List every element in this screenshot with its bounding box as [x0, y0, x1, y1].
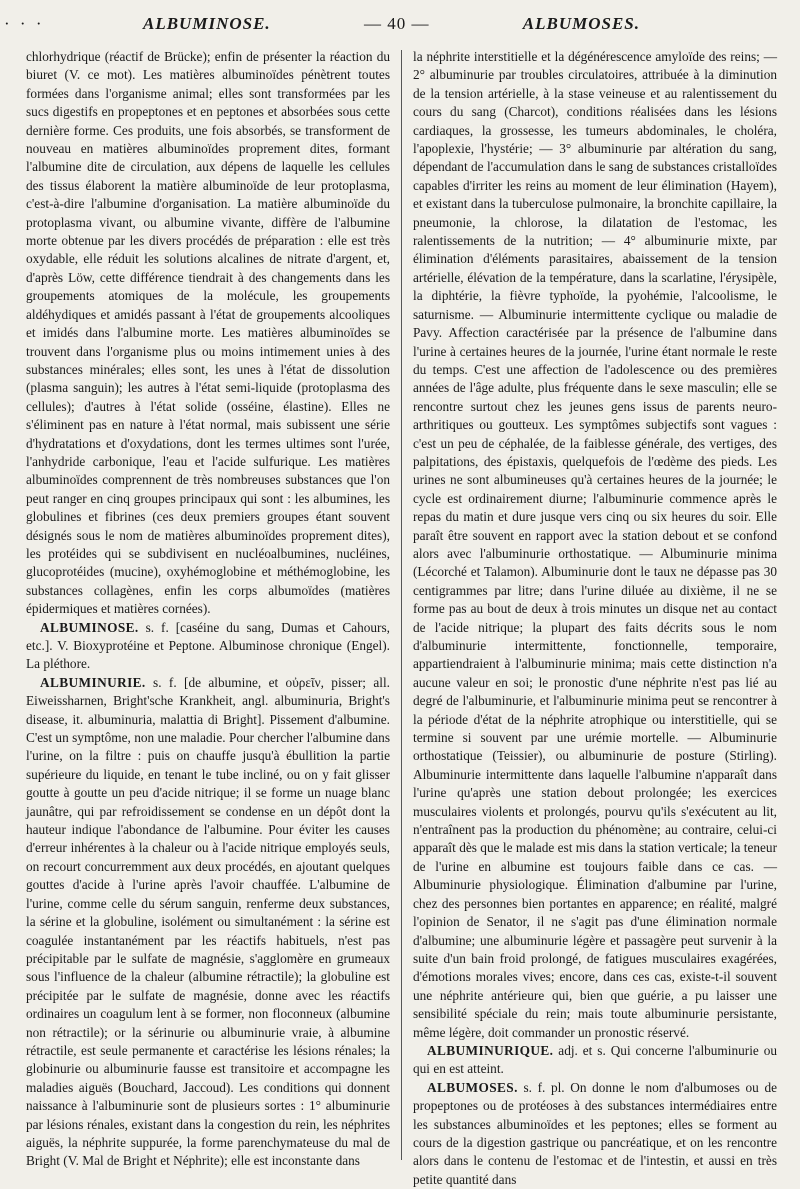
entry-body-albuminurique: adj. et s. Qui concerne l'albuminurie ou qui en est atteint.: [413, 1042, 777, 1077]
entry-albuminurie: [26, 674, 390, 1171]
entry-albumoses: [413, 1079, 777, 1189]
entry-albuminose: [26, 619, 390, 674]
page-number: — 40 —: [364, 14, 430, 33]
headword-albuminose: ALBUMINOSE.: [40, 619, 139, 635]
entry-body-albuminurie: s. f. [de albumine, et οὐρεῖν, pisser; all. Eiweissharnen, Bright'sche Krankheit, angl. albuminuria, Bright's disease, it. albuminuria, malattia di Bright]. Pissement d'albumine. C'est un symptôme, non une maladie. Pour chercher l'albumine dans l'urine, on la filtre : puis on chauffe jusqu'à ébullition la partie supérieure du liquide, en tenant le tube incliné, ou on y fait glisser goutte à goutte un peu d'acide nitrique; il se forme un nuage blanc jaunâtre, qui par refroidissement se condense en un dépôt dont la hauteur indique l'abondance de l'albumine. Pour éviter les causes d'erreur inhérentes à la chaleur ou à l'acide nitrique employés seuls, on recourt concurremment aux deux procédés, en ajoutant quelques gouttes d'acide à l'urine après l'avoir chauffée. L'albumine de l'urine, comme celle du sérum sanguin, renferme deux substances, la sérine et la globuline, isolément ou simultanément : la sérine est coagulée instantanément par les réactifs habituels, n'est pas précipitable par le sulfate de magnésie, s'agglomère en grumeaux sous l'influence de la chaleur (albumine rétractile); la globuline est précipitée par le sulfate de magnésie, donne avec les réactifs ordinaires un coagulum lent à se former, non floconneux (albumine non rétractile); or la sérinurie ou albuminurie vraie, à albumine rétractile, est seule permanente et caractérise les lésions rénales; la globinurie ou albuminurie fausse est transitoire et accompagne les maladies aiguës (Bouchard, Jaccoud). Les conditions qui donnent naissance à l'albuminurie sont de plusieurs sortes : 1° albuminurie par lésions rénales, existant dans la congestion du rein, les néphrites aiguës, la néphrite suppurée, la forme parenchymateuse du mal de Bright (V. Mal de Bright et Néphrite); elle est inconstante dans: [26, 674, 390, 1169]
entry-albuminurique: [413, 1042, 777, 1079]
paragraph-continuation-right: la néphrite interstitielle et la dégénérescence amyloïde des reins; — 2° albuminurie par troubles circulatoires, attribuée à la diminution de la tension artérielle, à la stase veineuse et au ralentissement du cours du sang (Charcot), conditions réalisées dans les lésions cardiaques, la grossesse, les tumeurs abdominales, le choléra, l'apoplexie, l'hystérie; — 3° albuminurie par altération du sang, dépendant de l'accumulation dans le sang de substances cristalloïdes capables d'irriter les reins au moment de leur élimination (Hayem), et existant dans la tuberculose pulmonaire, la bronchite capillaire, la pneumonie, la chlorose, la dilatation de l'estomac, les ralentissements de la nutrition; — 4° albuminurie mixte, par élimination d'éléments parasitaires, abaissement de la tension artérielle, élévation de la température, dans la scarlatine, l'érysipèle, la diphtérie, la fièvre typhoïde, la pyohémie, l'alcoolisme, le saturnisme. — Albuminurie intermittente cyclique ou maladie de Pavy. Affection caractérisée par la présence de l'albumine dans l'urine à certaines heures de la journée, l'urine étant normale le reste du temps. C'est une affection de l'adolescence ou des premières années de l'âge adulte, plus fréquente dans le sexe masculin; elle se rencontre surtout chez les jeunes gens issus de parents neuro-arthritiques ou goutteux. Les symptômes subjectifs sont vagues : c'est un peu de céphalée, de la faiblesse générale, des vertiges, des palpitations, des épistaxis, quelquefois de l'œdème des pieds. Les urines ne sont albumineuses qu'à certaines heures de la journée; le cycle est ordinairement diurne; l'albuminurie commence après le repas du matin et dure jusque vers cinq ou six heures du soir. Elle paraît être souvent en rapport avec la station debout et se confond alors avec l'albuminurie orthostatique. — Albuminurie minima (Lécorché et Talamon). Albuminurie dont le taux ne dépasse pas 30 centigrammes par litre; dans l'urine diluée au dixième, il ne se forme pas au bout de deux à trois minutes un disque net au contact de l'acide nitrique; la plupart des faits décrits sous le nom d'albuminurie intermittente, fonctionnelle, temporaire, appartiendraient à l'albuminurie minima; mais cette distinction n'a aucune valeur en soi; le pronostic d'une néphrite n'est pas lié au degré de l'albuminurie, et l'albuminurie minima peut se rencontrer à la période d'état de la néphrite atrophique ou interstitielle, qui se termine si souvent par une urémie mortelle. — Albuminurie orthostatique (Teissier), ou albuminurie de posture (Stirling). Albuminurie intermittente dans laquelle l'albumine n'apparaît dans l'urine qu'après une station debout prolongée; les exercices musculaires violents et prolongés, pourvu qu'ils s'exécutent au lit, n'entraînent pas la production du phénomène; au contraire, celui-ci apparaît dès que le malade est mis dans la station verticale; la teneur de l'urine en albumine est toujours faible dans ce cas. — Albuminurie physiologique. Élimination d'albumine par l'urine, chez des personnes bien portantes en apparence; en réalité, malgré l'opinion de Senator, il ne s'agit pas d'une élimination normale d'albumine; une albuminurie légère et passagère peut survenir à la suite d'un bain froid prolongé, de fatigues musculaires exagérées, d'émotions morales vives; encore, dans ces cas, existe-t-il souvent une néphrite antérieure qui, bien que guérie, a pu laisser une sensibilité spéciale du rein; mais toute albuminurie persistante, même légère, doit commander un pronostic réservé.: [413, 49, 777, 1040]
left-column: [26, 48, 390, 1168]
header-right-title: ALBUMOSES.: [522, 14, 640, 33]
headword-albuminurie: ALBUMINURIE.: [40, 674, 146, 690]
right-column: [413, 48, 777, 1187]
headword-albumoses: ALBUMOSES.: [427, 1079, 518, 1095]
header-dots: · · ·: [4, 14, 45, 33]
entry-body-albuminose: s. f. [caséine du sang, Dumas et Cahours, etc.]. V. Bioxyprotéine et Peptone. Albuminose chronique (Engel). La pléthore.: [26, 619, 390, 672]
page-header: [0, 14, 800, 40]
paragraph-continuation: chlorhydrique (réactif de Brücke); enfin de présenter la réaction du biuret (V. ce mot). Les matières albuminoïdes pénètrent toutes formées dans l'organisme animal; elles sont transformées par les sucs digestifs en propeptones et en peptones et absorbées sous cette dernière forme. Ces produits, une fois absorbés, se transforment de nouveau en matières albuminoïdes proprement dites, formant l'albumine dite de circulation, aux dépens de laquelle les cellules des tissus élaborent la matière albuminoïde de leur protoplasma, c'est-à-dire l'albumine d'organisation. La matière albuminoïde du protoplasma vivant, ou albumine vivante, diffère de l'albumine morte obtenue par les divers procédés de préparation : elle est très oxydable, elle réduit les solutions alcalines de nitrate d'argent, et, d'après Löw, cette différence tiendrait à des changements dans les groupements atomiques de la molécule, les groupements aldéhydiques et amidés passant à l'état de groupements alcooliques et imidés dans l'albumine morte. Les matières albuminoïdes se trouvent dans l'organisme plus ou moins intimement unies à des substances minérales; elles sont, les unes à l'état de dissolution (plasma sanguin); les autres à l'état semi-liquide (protoplasma des cellules); d'autres à l'état solide (osséine, élastine). Elles ne s'éliminent pas en nature à l'état normal, mais subissent une série d'hydratations et d'oxydations, dont les termes ultimes sont l'urée, l'anhydride carbonique, l'eau et l'acide sulfurique. Les matières albuminoïdes comprennent de très nombreuses substances que l'on peut ranger en cinq groupes principaux qui sont : les albumines, les globulines et fibrines (ces deux premiers groupes étant souvent désignés sous le nom de matières albuminoïdes proprement dites), les protéides qui se subdivisent en nucléoalbumines, nucléines, glucoprotéides (mucine), oxyhémoglobine et méthémoglobine, les substances collagènes, enfin les corps albumoïdes (matières épidermiques et matières cornées).: [26, 49, 390, 617]
header-left-title: ALBUMINOSE.: [143, 14, 271, 33]
entry-body-albumoses: s. f. pl. On donne le nom d'albumoses ou de propeptones ou de protéoses à des substances intermédiaires entre les substances albuminoïdes et les peptones; elles se forment au cours de la digestion gastrique ou pancréatique, et on les rencontre alors dans le contenu de l'estomac et de l'intestin, et aussi en très petite quantité dans: [413, 1079, 777, 1187]
headword-albuminurique: ALBUMINURIQUE.: [427, 1042, 554, 1058]
column-divider: [401, 50, 402, 1160]
